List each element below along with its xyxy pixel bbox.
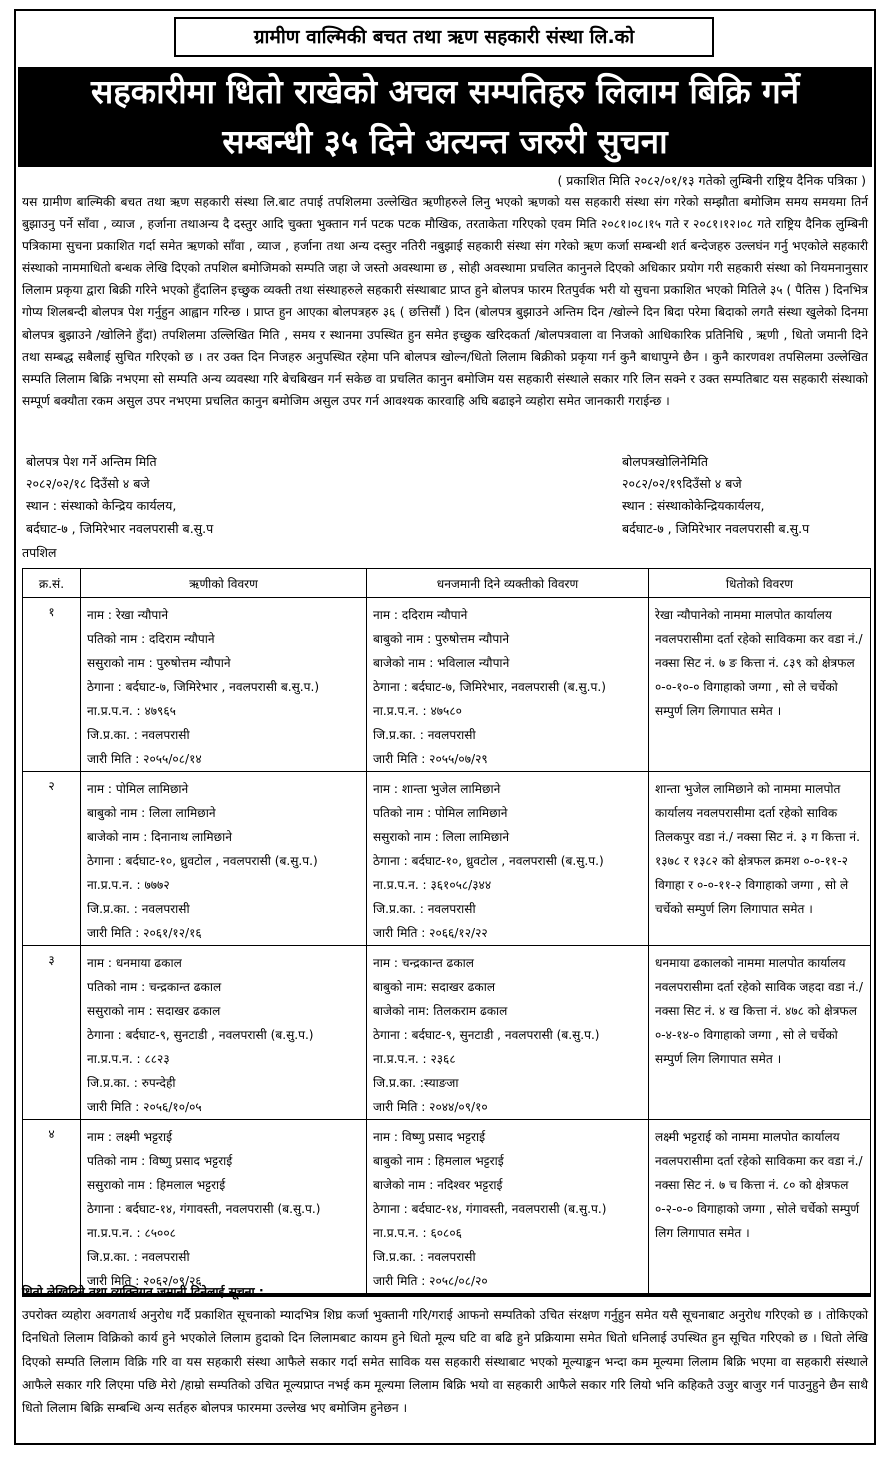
debtor-citizenship-no: ना.प्र.प.न. : ८८२३ [87, 1052, 170, 1066]
organization-name: ग्रामीण वाल्मिकी बचत तथा ऋण सहकारी संस्था लि.को [174, 17, 714, 57]
debtor-name: नाम : लक्ष्मी भट्टराई [87, 1130, 173, 1144]
guarantor-issue-date: जारी मिति : २०४४/०९/१० [373, 1100, 488, 1114]
debtor-name: नाम : धनमाया ढकाल [87, 956, 182, 970]
bid-opening-address: बर्दघाट-७ , जिमिरेभार नवलपरासी ब.सु.प [622, 520, 810, 536]
bid-opening-place: स्थान : संस्थाकोकेन्द्रियकार्यलय, [622, 498, 765, 514]
debtor-issue-date: जारी मिति : २०५५/०८/१४ [87, 752, 202, 766]
bid-submission-heading: बोलपत्र पेश गर्ने अन्तिम मिति [26, 454, 157, 469]
debtor-relation-2: ससुराको नाम : सदाखर ढकाल [87, 1004, 221, 1018]
debtor-issuing-office: जि.प्र.का. : नवलपरासी [87, 902, 190, 916]
table-row [23, 1120, 871, 1295]
guarantor-address: ठेगाना : बर्दघाट-७, जिमिरेभार, नवलपरासी (ब.सु.प.) [373, 680, 606, 694]
guarantor-issuing-office: जि.प्र.का. : नवलपरासी [373, 728, 476, 742]
guarantor-address: ठेगाना : बर्दघाट-९, सुनटाडी , नवलपरासी (ब.सु.प.) [373, 1028, 600, 1042]
publication-note: ( प्रकाशित मिति २०८२/०१/१३ गतेको लुम्बिनी राष्ट्रिय दैनिक पत्रिका ) [557, 173, 866, 188]
guarantor-citizenship-no: ना.प्र.प.न. : ३६१०५८/३४४ [373, 878, 492, 892]
guarantor-notice-text: उपरोक्त व्यहोरा अवगतार्थ अनुरोध गर्दै प्रकाशित सूचनाको म्यादभित्र शिघ्र कर्जा भुक्तानी गरि/गराई आफनो सम्पतिको उचित संरक्षण गर्नुहुन समेत यसै सूचनाबाट अनुरोध गरिएको छ । तोकिएको दिनधितो लिलाम विक्रिको कार्य हुने भएकोले लिलाम हुदाको दिन लिलामबाट कायम हुने धितो मूल्य घटि वा बढि हुने प्रक्रियामा समेत धितो धनिलाई उपस्थित हुन सूचित गरिएको छ । धितो लेखि दिएको सम्पति लिलाम विक्रि गरि वा यस सहकारी संस्था आफैले सकार गर्दा समेत साविक यस सहकारी संस्थाबाट भएको मूल्याङ्कन भन्दा कम मूल्यमा लिलाम बिक्रि भएमा वा सहकारी संस्थाले आफैले सकार गरि लिएमा पछि मेरो /हाम्रो सम्पतिको उचित मूल्यप्राप्त नभई कम मूल्यमा लिलाम बिक्रि भयो वा सहकारी आफैले सकार गरि लियो भनि कहिकतै उजुर बाजुर गर्न पाउनुहुने छैन साथै धितो लिलाम बिक्रि सम्बन्धि अन्य सर्तहरु बोलपत्र फारममा उल्लेख भए बमोजिम हुनेछन । [22, 1308, 868, 1416]
guarantor-details [367, 946, 649, 1120]
debtor-citizenship-no: ना.प्र.प.न. : ४७९६५ [87, 704, 176, 718]
guarantor-name: नाम : विष्णु प्रसाद भट्टराई [373, 1130, 486, 1144]
guarantor-issue-date: जारी मिति : २०६६/१२/२२ [373, 926, 488, 940]
guarantor-notice [22, 1281, 868, 1420]
header-debtor: ऋणीको विवरण [81, 569, 367, 598]
debtor-address: ठेगाना : बर्दघाट-९, सुनटाडी , नवलपरासी (ब.सु.प.) [87, 1028, 314, 1042]
table-header-row [23, 569, 871, 598]
bid-submission-address: बर्दघाट-७ , जिमिरेभार नवलपरासी ब.सु.प [26, 520, 214, 536]
row-serial: १ [23, 598, 81, 772]
debtor-issue-date: जारी मिति : २०५६/१०/०५ [87, 1100, 202, 1114]
row-serial: ४ [23, 1120, 81, 1295]
header-serial: क्र.सं. [23, 569, 81, 598]
debtor-address: ठेगाना : बर्दघाट-१०, ध्रुवटोल , नवलपरासी (ब.सु.प.) [87, 854, 318, 868]
guarantor-name: नाम : ददिराम न्यौपाने [373, 608, 468, 622]
collateral-details: धनमाया ढकालको नाममा मालपोत कार्यालय नवलपरासीमा दर्ता रहेको साविक जहदा वडा नं./ नक्सा सिट नं. ४ ख कित्ता नं. ४७८ को क्षेत्रफल ०-४-१४-० विगाहाको जग्गा , सो ले चर्चेको सम्पुर्ण लिग लिगापात समेत । [649, 946, 871, 1120]
guarantor-address: ठेगाना : बर्दघाट-१०, ध्रुवटोल , नवलपरासी (ब.सु.प.) [373, 854, 604, 868]
debtor-address: ठेगाना : बर्दघाट-७, जिमिरेभार , नवलपरासी ब.सु.प.) [87, 680, 320, 694]
guarantor-details [367, 1120, 649, 1295]
table-row [23, 772, 871, 946]
debtor-relation-1: बाबुको नाम : लिला लामिछाने [87, 806, 216, 820]
guarantor-relation-2: बाजेको नाम: तिलकराम ढकाल [373, 1004, 508, 1018]
debtor-details [81, 772, 367, 946]
collateral-details: लक्ष्मी भट्टराई को नाममा मालपोत कार्यालय नवलपरासीमा दर्ता रहेको साविकमा कर वडा नं./ नक्सा सिट नं. ७ च कित्ता नं. ८० को क्षेत्रफल ०-२-०-० विगाहाको जग्गा , सोले चर्चेको सम्पुर्ण लिग लिगापात समेत । [649, 1120, 871, 1295]
guarantor-citizenship-no: ना.प्र.प.न. : २३६८ [373, 1052, 456, 1066]
bid-submission-place: स्थान : संस्थाको केन्द्रिय कार्यलय, [26, 498, 177, 514]
debtor-relation-1: पतिको नाम : चन्द्रकान्त ढकाल [87, 980, 222, 994]
debtor-issue-date: जारी मिति : २०६१/१२/१६ [87, 926, 202, 940]
debtor-relation-1: पतिको नाम : विष्णु प्रसाद भट्टराई [87, 1154, 233, 1168]
guarantor-issue-date: जारी मिति : २०५५/०७/२९ [373, 752, 488, 766]
bid-submission-date: २०८२/०२/१८ दिउँसो ४ बजे [26, 476, 150, 492]
debtor-details [81, 598, 367, 772]
debtor-name: नाम : पोमिल लामिछाने [87, 782, 189, 796]
debtor-details [81, 946, 367, 1120]
debtor-name: नाम : रेखा न्यौपाने [87, 608, 169, 622]
guarantor-relation-1: बाबुको नाम: सदाखर ढकाल [373, 980, 496, 994]
guarantor-details [367, 598, 649, 772]
guarantor-relation-2: ससुराको नाम : लिला लामिछाने [373, 830, 510, 844]
bid-submission-info [26, 451, 213, 540]
guarantor-address: ठेगाना : बर्दघाट-१४, गंगावस्ती, नवलपरासी (ब.सु.प.) [373, 1202, 607, 1216]
debtor-issuing-office: जि.प्र.का. : नवलपरासी [87, 728, 190, 742]
guarantor-relation-1: बाबुको नाम : पुरुषोत्तम न्यौपाने [373, 632, 510, 646]
debtor-address: ठेगाना : बर्दघाट-१४, गंगावस्ती, नवलपरासी (ब.सु.प.) [87, 1202, 321, 1216]
banner-title-line-1: सहकारीमा धितो राखेको अचल सम्पतिहरु लिलाम बिक्रि गर्ने [90, 72, 800, 111]
guarantor-notice-title: धितो लेखिदिने तथा व्यक्तिगत जमानी दिनेलाई सूचना : [22, 1285, 264, 1299]
notice-body: यस ग्रामीण बाल्मिकी बचत तथा ऋण सहकारी संस्था लि.बाट तपाई तपशिलमा उल्लेखित ऋणीहरुले लिनु भएको ऋणको यस सहकारी संस्था संग गरेको सम्झौता बमोजिम समय समयमा तिर्न बुझाउनु पर्ने साँवा , व्याज , हर्जाना तथाअन्य दै दस्तुर आदि चुक्ता भुक्तान गर्न पटक पटक मौखिक, तरताकेता गरिएको एवम मिति २०८१।०८।१५ गते र २०८१।१२।०८ गते राष्ट्रिय दैनिक लुम्बिनी पत्रिकामा सुचना प्रकाशित गर्दा समेत ऋणको साँवा , व्याज , हर्जाना तथा अन्य दस्तुर नतिरी नबुझाई सहकारी संस्था संग गरेको ऋण कर्जा सम्बन्धी शर्त बन्देजहरु उल्लघंन गर्नु भएकोले सहकारी संस्थाको नाममाधितो बन्धक लेखि दिएको तपशिल बमोजिमको सम्पति जहा जे जस्तो अवस्थामा छ , सोही अवस्थामा प्रचलित कानुनले दिएको अधिकार प्रयोग गरी सहकारी संस्था को नियमनानुसार लिलाम प्रकृया द्वारा बिक्री गरिने भएको हुँदालिन इच्छुक व्यक्ती तथा संस्थाहरुले सहकारी संस्थाबाट प्राप्त हुने बोलपत्र फारम रितपुर्वक भरी यो सुचना प्रकाशित भएको मितिले ३५ ( पैतिस ) दिनभित्र गोप्य शिलबन्दी बोलपत्र पेश गर्नुहुन आह्वान गरिन्छ । प्राप्त हुन आएका बोलपत्रहरु ३६ ( छत्तिसौं ) दिन (बोलपत्र बुझाउने अन्तिम दिन /खोल्ने दिन बिदा परेमा बिदाको लगतै संस्था खुलेको दिनमा बोलपत्र बुझाउने /खोलिने हुँदा) तपशिलमा उल्लिखित मिति , समय र स्थानमा उपस्थित हुन समेत इच्छुक खरिदकर्ता /बोलपत्रवाला वा निजको आधिकारिक प्रतिनिधि , ऋणी , धितो जमानी दिने तथा सम्बद्ध सबैलाई सुचित गरिएको छ । तर उक्त दिन निजहरु अनुपस्थित रहेमा पनि बोलपत्र खोल्न/धितो लिलाम बिक्रीको प्रकृया गर्न कुनै बाधापुग्ने छैन । कुनै कारणवश तपसिलमा उल्लेखित सम्पति लिलाम बिक्रि नभएमा सो सम्पति अन्य व्यवस्था गरि बेचबिखन गर्न सकेछ वा प्रचलित कानुन बमोजिम यस सहकारी संस्थाले सकार गरि लिन सक्ने र उक्त सम्पतिबाट यस सहकारी संस्थाको सम्पूर्ण बक्यौता रकम असुल उपर नभएमा प्रचलित कानुन बमोजिम असुल उपर गर्न आवश्यक कारवाहि अघि बढाइने व्यहोरा समेत जानकारी गराईन्छ । [22, 195, 868, 408]
notice-banner [18, 67, 872, 167]
header-collateral: धितोको विवरण [649, 569, 871, 598]
schedule-label: तपशिल [22, 545, 57, 560]
table-row [23, 946, 871, 1120]
debtor-details [81, 1120, 367, 1295]
notice-frame [14, 9, 876, 1445]
debtor-citizenship-no: ना.प्र.प.न. : ८५००८ [87, 1226, 176, 1240]
guarantor-issue-date: जारी मिति : २०५८/०८/२० [373, 1274, 488, 1288]
guarantor-details [367, 772, 649, 946]
banner-title-line-2: सम्बन्धी ३५ दिने अत्यन्त जरुरी सुचना [222, 122, 668, 161]
header-guarantor: धनजमानी दिने व्यक्तीको विवरण [367, 569, 649, 598]
collateral-details: शान्ता भुजेल लामिछाने को नाममा मालपोत कार्यालय नवलपरासीमा दर्ता रहेको साविक तिलकपुर वडा नं./ नक्सा सिट नं. ३ ग कित्ता नं. १३७८ र १३८२ को क्षेत्रफल क्रमश ०-०-११-२ विगाहा र ०-०-११-२ विगाहाको जग्गा , सो ले चर्चेको सम्पुर्ण लिग लिगापात समेत । [649, 772, 871, 946]
guarantor-name: नाम : चन्द्रकान्त ढकाल [373, 956, 474, 970]
debtor-relation-2: बाजेको नाम : दिनानाथ लामिछाने [87, 830, 232, 844]
guarantor-issuing-office: जि.प्र.का. : नवलपरासी [373, 902, 476, 916]
guarantor-relation-1: पतिको नाम : पोमिल लामिछाने [373, 806, 508, 820]
bid-opening-info [622, 451, 809, 540]
bid-opening-date: २०८२/०२/१९दिउँसो ४ बजे [622, 476, 742, 492]
debtor-citizenship-no: ना.प्र.प.न. : ७७७२ [87, 878, 170, 892]
guarantor-issuing-office: जि.प्र.का. : नवलपरासी [373, 1250, 476, 1264]
guarantor-name: नाम : शान्ता भुजेल लामिछाने [373, 782, 501, 796]
row-serial: ३ [23, 946, 81, 1120]
row-serial: २ [23, 772, 81, 946]
collateral-details: रेखा न्यौपानेको नाममा मालपोत कार्यालय नवलपरासीमा दर्ता रहेको साविकमा कर वडा नं./ नक्सा सिट नं. ७ ङ कित्ता नं. ८३९ को क्षेत्रफल ०-०-१०-० विगाहाको जग्गा , सो ले चर्चेको सम्पुर्ण लिग लिगापात समेत । [649, 598, 871, 772]
guarantor-relation-1: बाबुको नाम : हिमलाल भट्टराई [373, 1154, 504, 1168]
guarantor-citizenship-no: ना.प्र.प.न. : ६०८०६ [373, 1226, 462, 1240]
property-details-table [22, 568, 871, 1297]
debtor-relation-2: ससुराको नाम : पुरुषोत्तम न्यौपाने [87, 656, 231, 670]
guarantor-relation-2: बाजेको नाम : भविलाल न्यौपाने [373, 656, 510, 670]
bid-opening-heading: बोलपत्रखोलिनेमिति [622, 454, 709, 469]
guarantor-citizenship-no: ना.प्र.प.न. : ४७५८० [373, 704, 462, 718]
debtor-issue-date: जारी मिति : २०६२/०९/२६ [87, 1274, 202, 1288]
debtor-issuing-office: जि.प्र.का. : रुपन्देही [87, 1076, 176, 1090]
guarantor-relation-2: बाजेको नाम : नदिश्वर भट्टराई [373, 1178, 503, 1192]
guarantor-issuing-office: जि.प्र.का. :स्याङजा [373, 1076, 459, 1090]
debtor-relation-1: पतिको नाम : ददिराम न्यौपाने [87, 632, 215, 646]
debtor-relation-2: ससुराको नाम : हिमलाल भट्टराई [87, 1178, 226, 1192]
debtor-issuing-office: जि.प्र.का. : नवलपरासी [87, 1250, 190, 1264]
table-row [23, 598, 871, 772]
